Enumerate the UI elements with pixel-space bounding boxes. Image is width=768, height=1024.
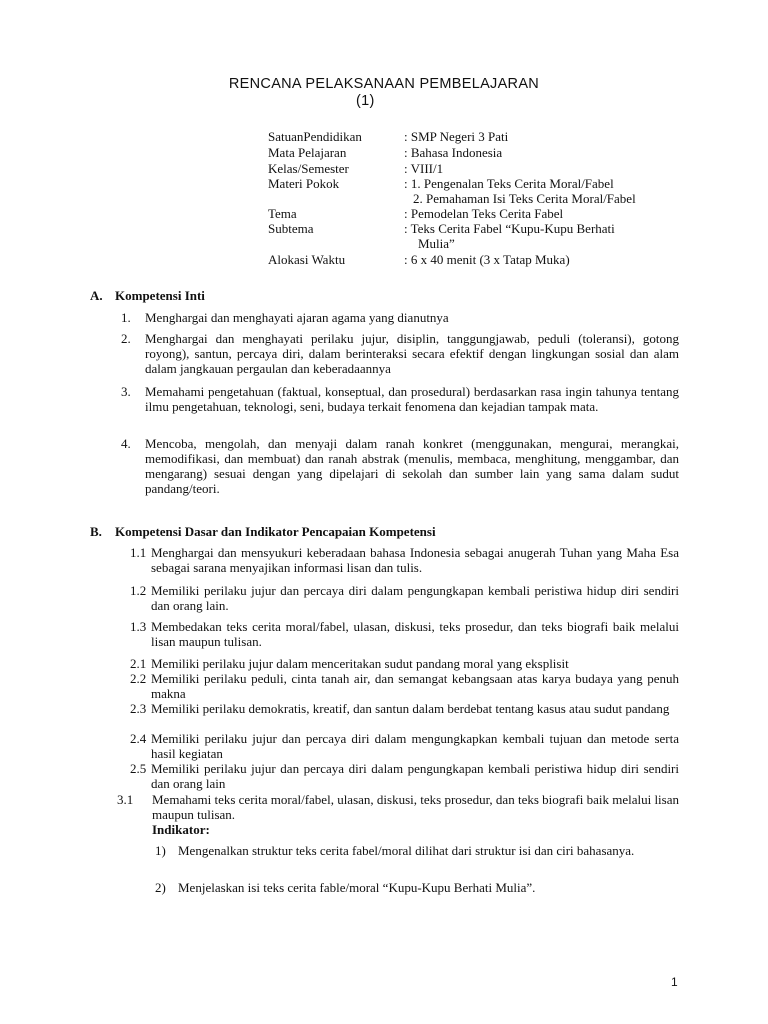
kd-text: Memiliki perilaku jujur dan percaya diri dalam pengungkapan kembali peristiwa hidup diri sendiri dan orang lain	[151, 761, 679, 791]
identity-label: Materi Pokok	[268, 176, 340, 191]
kd-number: 2.1	[130, 656, 147, 671]
section-b-letter: B.	[90, 524, 102, 539]
kd-text: Memahami teks cerita moral/fabel, ulasan, diskusi, teks prosedur, dan teks biografi baik melalui lisan maupun tulisan.	[152, 792, 679, 822]
identity-label: SatuanPendidikan	[268, 129, 362, 144]
document-title: RENCANA PELAKSANAAN PEMBELAJARAN	[228, 76, 540, 92]
kd-number: 3.1	[117, 792, 134, 807]
identity-label: Alokasi Waktu	[268, 252, 346, 267]
kd-number: 1.2	[130, 583, 147, 598]
page-number: 1	[671, 975, 678, 989]
kd-number: 2.3	[130, 701, 147, 716]
list-item-text: Menghargai dan menghayati ajaran agama yang dianutnya	[145, 310, 449, 325]
identity-value: : 6 x 40 menit (3 x Tatap Muka)	[404, 252, 570, 267]
kd-text: Memiliki perilaku peduli, cinta tanah air, dan semangat kebangsaan atas karya budaya yang penuh makna	[151, 671, 679, 701]
identity-value: : Bahasa Indonesia	[404, 145, 503, 160]
identity-label: Subtema	[268, 221, 314, 236]
kd-text: Memiliki perilaku jujur dalam menceritakan sudut pandang moral yang eksplisit	[151, 656, 569, 671]
identity-label: Mata Pelajaran	[268, 145, 347, 160]
list-item-text: Mencoba, mengolah, dan menyaji dalam ranah konkret (menggunakan, mengurai, merangkai, memodifikasi, dan membuat) dan ranah abstrak (menulis, membaca, menghitung, menggambar, dan mengarang) sesuai dengan yang dipelajari di sekolah dan sumber lain yang sama dalam sudut pandang/teori.	[145, 436, 679, 496]
identity-value: : SMP Negeri 3 Pati	[404, 129, 509, 144]
section-a-letter: A.	[90, 288, 103, 303]
indicator-number: 1)	[155, 843, 166, 858]
section-b-heading: Kompetensi Dasar dan Indikator Pencapaian Kompetensi	[115, 524, 436, 539]
identity-value: : Pemodelan Teks Cerita Fabel	[404, 206, 564, 221]
kd-number: 2.4	[130, 731, 147, 746]
identity-value: : 1. Pengenalan Teks Cerita Moral/Fabel	[404, 176, 614, 191]
identity-value-continued: Mulia”	[418, 236, 455, 251]
section-a-heading: Kompetensi Inti	[115, 288, 205, 303]
kd-text: Memiliki perilaku jujur dan percaya diri dalam mengungkapkan kembali tujuan dan metode serta hasil kegiatan	[151, 731, 679, 761]
kd-text: Membedakan teks cerita moral/fabel, ulasan, diskusi, teks prosedur, dan teks biografi baik melalui lisan maupun tulisan.	[151, 619, 679, 649]
list-item-number: 4.	[121, 436, 131, 451]
kd-text: Memiliki perilaku jujur dan percaya diri dalam pengungkapan kembali peristiwa hidup diri sendiri dan orang lain.	[151, 583, 679, 613]
indicator-text: Menjelaskan isi teks cerita fable/moral “Kupu-Kupu Berhati Mulia”.	[178, 880, 536, 895]
kd-text: Menghargai dan mensyukuri keberadaan bahasa Indonesia sebagai anugerah Tuhan yang Maha Esa sebagai sarana menyajikan informasi lisan dan tulis.	[151, 545, 679, 575]
list-item-text: Menghargai dan menghayati perilaku jujur, disiplin, tanggungjawab, peduli (toleransi), gotong royong), santun, percaya diri, dalam berinteraksi secara efektif dengan lingkungan sosial dan alam dalam jangkauan pergaulan dan keberadaannya	[145, 331, 679, 376]
kd-number: 2.5	[130, 761, 147, 776]
list-item-number: 2.	[121, 331, 131, 346]
list-item-number: 3.	[121, 384, 131, 399]
kd-number: 1.3	[130, 619, 147, 634]
list-item-text: Memahami pengetahuan (faktual, konseptual, dan prosedural) berdasarkan rasa ingin tahunya tentang ilmu pengetahuan, teknologi, seni, budaya terkait fenomena dan kejadian tampak mata.	[145, 384, 679, 414]
kd-number: 2.2	[130, 671, 147, 686]
identity-value: : VIII/1	[404, 161, 444, 176]
indicator-text: Mengenalkan struktur teks cerita fabel/moral dilihat dari struktur isi dan ciri bahasanya.	[178, 843, 635, 858]
identity-label: Kelas/Semester	[268, 161, 349, 176]
identity-value-continued: 2. Pemahaman Isi Teks Cerita Moral/Fabel	[413, 191, 636, 206]
identity-value: : Teks Cerita Fabel “Kupu-Kupu Berhati	[404, 221, 615, 236]
indicator-label: Indikator:	[152, 822, 210, 837]
document-number: (1)	[356, 93, 375, 109]
list-item-number: 1.	[121, 310, 131, 325]
kd-text: Memiliki perilaku demokratis, kreatif, dan santun dalam berdebat tentang kasus atau sudut pandang	[151, 701, 670, 716]
kd-number: 1.1	[130, 545, 147, 560]
identity-label: Tema	[268, 206, 297, 221]
indicator-number: 2)	[155, 880, 166, 895]
